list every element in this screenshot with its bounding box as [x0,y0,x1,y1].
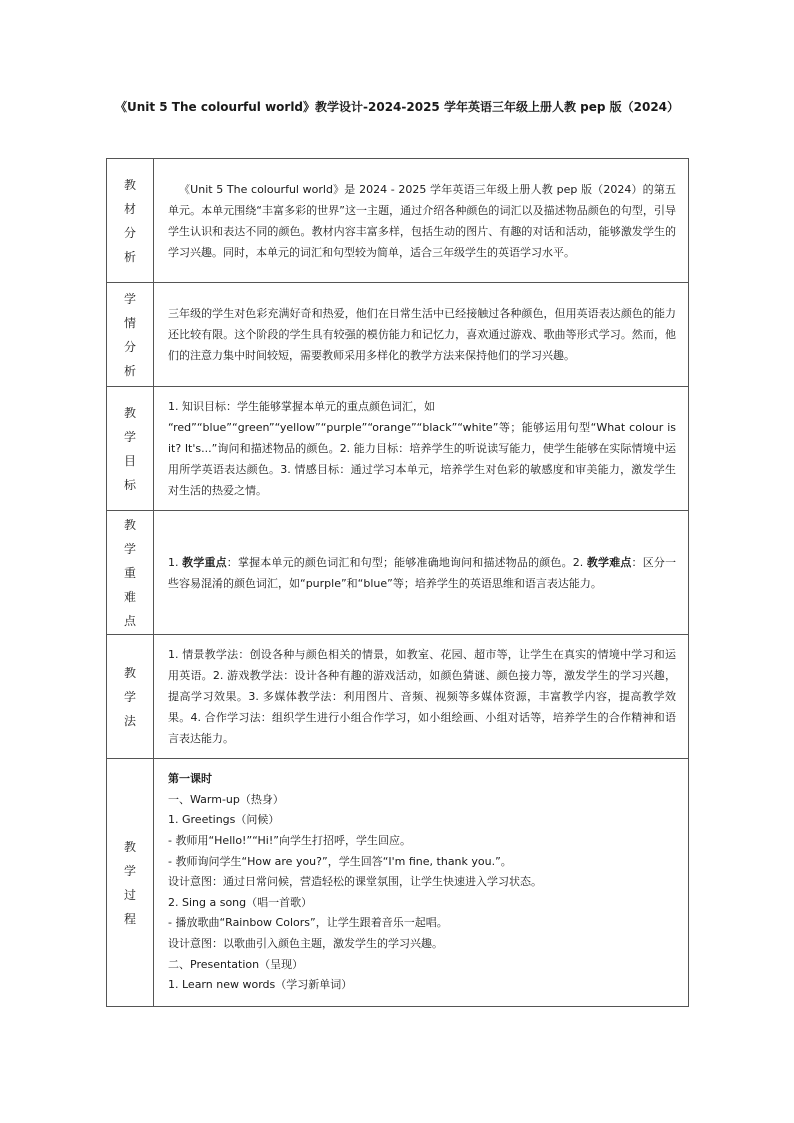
process-line: 设计意图：以歌曲引入颜色主题，激发学生的学习兴趣。 [168,936,443,950]
label-char: 学 [123,429,136,444]
label-char: 教 [123,405,136,420]
row-teaching-process [107,759,689,1007]
row-teaching-methods [107,635,689,759]
content-teaching-goals [154,387,689,511]
label-char: 学 [123,541,136,556]
label-char: 学 [123,291,136,306]
difficulty-heading: 教学难点 [586,555,632,569]
label-char: 点 [123,613,136,628]
label-char: 分 [123,339,136,354]
label-textbook-analysis [107,159,154,283]
label-teaching-process [107,759,154,1007]
label-char: 学 [123,863,136,878]
lesson-plan-table [106,158,689,1007]
key-point-heading: 教学重点 [182,555,227,569]
label-char: 法 [123,713,136,728]
difficulty-text: ：区分一些容易混淆的颜色词汇，如“purple”和“blue”等；培养学生的英语思维和语言表达能力。 [168,555,677,590]
process-heading-text: 第一课时 [168,772,212,786]
key-points-text [168,552,676,594]
label-char: 材 [123,201,136,216]
row-key-points [107,511,689,635]
label-char: 教 [123,665,136,680]
process-lesson-heading [168,769,676,790]
label-char: 教 [123,177,136,192]
label-char: 重 [123,565,136,580]
process-line: 1. Greetings（问候） [168,813,280,827]
label-char: 难 [123,589,136,604]
label-char: 教 [123,839,136,854]
teaching-methods-text: 1. 情景教学法：创设各种与颜色相关的情景，如教室、花园、超市等，让学生在真实的情境中学习和运用英语。2. 游戏教学法：设计各种有趣的游戏活动，如颜色猜谜、颜色接力等，激发学生的学习兴趣，提高学习效果。3. 多媒体教学法：利用图片、音频、视频等多媒体资源，丰富教学内容，提高教学效果。4. 合作学习法：组织学生进行小组合作学习，如小组绘画、小组对话等，培养学生的合作精神和语言表达能力。 [168,648,676,745]
label-char: 学 [123,689,136,704]
process-line: 1. Learn new words（学习新单词） [168,978,353,992]
process-line: 二、Presentation（呈现） [168,957,304,971]
process-line: - 教师询问学生“How are you?”，学生回答“I'm fine, thank you.”。 [168,854,512,868]
label-char: 目 [123,453,136,468]
content-textbook-analysis [154,159,689,283]
key-point-text: ：掌握本单元的颜色词汇和句型；能够准确地询问和描述物品的颜色。2. [226,555,587,569]
label-char: 程 [123,911,136,926]
label-key-points [107,511,154,635]
label-char: 教 [123,517,136,532]
teaching-goals-line-1: 1. 知识目标：学生能够掌握本单元的重点颜色词汇，如 [168,400,435,413]
label-char: 析 [123,363,136,378]
content-teaching-methods [154,635,689,759]
process-line: - 教师用“Hello!”“Hi!”向学生打招呼，学生回应。 [168,834,411,848]
label-teaching-goals [107,387,154,511]
label-char: 过 [123,887,136,902]
document-title: 《Unit 5 The colourful world》教学设计-2024-2025 学年英语三年级上册人教 pep 版（2024） [114,100,680,114]
textbook-analysis-text: 《Unit 5 The colourful world》是 2024 - 2025 学年英语三年级上册人教 pep 版（2024）的第五单元。本单元围绕“丰富多彩的世界”这一主题，通过介绍各种颜色的词汇以及描述物品颜色的句型，引导学生认识和表达不同的颜色。教材内容丰富多样，包括生动的图片、有趣的对话和活动，能够激发学生的学习兴趣。同时，本单元的词汇和句型较为简单，适合三年级学生的英语学习水平。 [168,182,676,259]
teaching-goals-line-2: “red”“blue”“green”“yellow”“purple”“orange”“black”“white”等；能够运用句型“What colour is it? It's...”询问和描述物品的颜色。2. 能力目标：培养学生的听说读写能力，使学生能够在实际情境中运用所学英语表达颜色。3. 情感目标：通过学习本单元，培养学生对色彩的敏感度和审美能力，激发学生对生活的热爱之情。 [168,421,676,497]
label-char: 析 [123,249,136,264]
process-line: 2. Sing a song（唱一首歌） [168,895,313,909]
label-student-analysis [107,283,154,387]
label-teaching-methods [107,635,154,759]
content-student-analysis [154,283,689,387]
process-line: 一、Warm-up（热身） [168,792,284,806]
row-teaching-goals [107,387,689,511]
student-analysis-text: 三年级的学生对色彩充满好奇和热爱，他们在日常生活中已经接触过各种颜色，但用英语表达颜色的能力还比较有限。这个阶段的学生具有较强的模仿能力和记忆力，喜欢通过游戏、歌曲等形式学习。然而，他们的注意力集中时间较短，需要教师采用多样化的教学方法来保持他们的学习兴趣。 [168,307,676,362]
process-line: - 播放歌曲“Rainbow Colors”，让学生跟着音乐一起唱。 [168,916,448,930]
label-char: 情 [123,315,136,330]
row-student-analysis [107,283,689,387]
label-char: 标 [123,477,136,492]
row-textbook-analysis [107,159,689,283]
key-points-prefix: 1. [168,555,183,569]
process-line: 设计意图：通过日常问候，营造轻松的课堂氛围，让学生快速进入学习状态。 [168,875,542,889]
content-teaching-process [154,759,689,1007]
content-key-points [154,511,689,635]
label-char: 分 [123,225,136,240]
